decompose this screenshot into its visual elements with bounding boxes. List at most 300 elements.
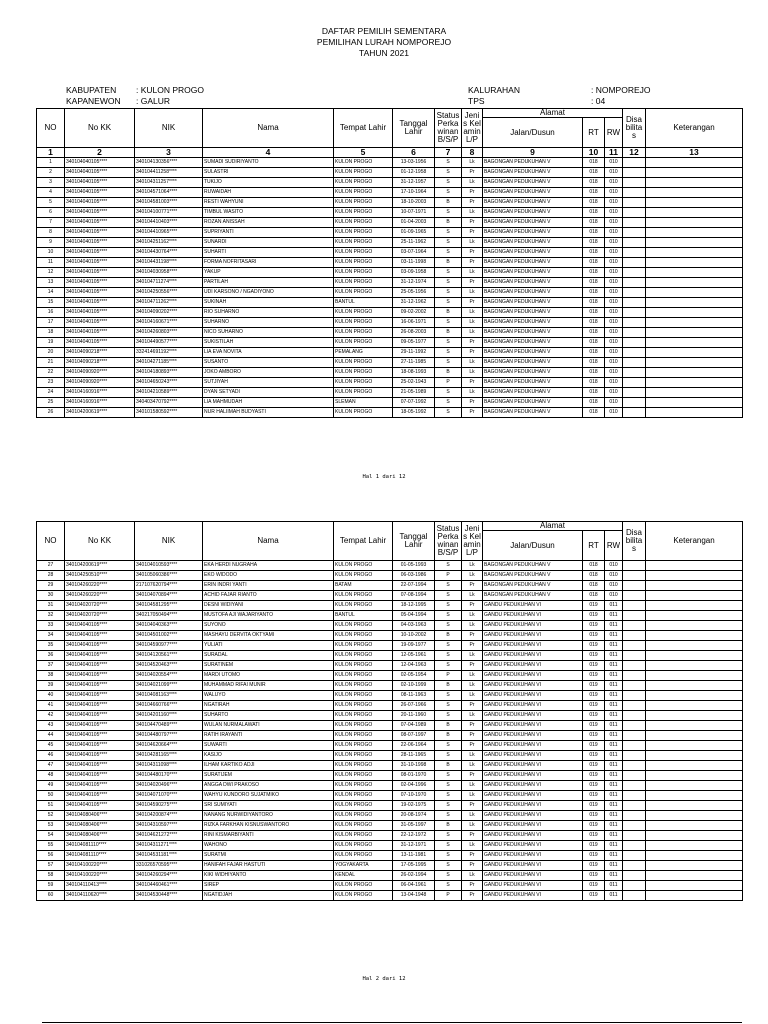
column-number: 10 <box>583 148 605 158</box>
row-nama: KASIJO <box>203 751 334 761</box>
row-tanggal-lahir: 31-12-1971 <box>393 841 435 851</box>
row-jenis-kelamin: Lk <box>462 681 483 691</box>
row-no-kk: 340104040105**** <box>65 178 135 188</box>
row-no: 37 <box>37 661 65 671</box>
header-alamat: Alamat <box>483 522 623 531</box>
row-no: 29 <box>37 581 65 591</box>
row-status: B <box>435 368 462 378</box>
row-tempat-lahir: KULON PROGO <box>334 238 393 248</box>
row-rw: 010 <box>605 278 623 288</box>
row-jalan-dusun: BAGONGAN PEDUKUHAN V <box>483 158 583 168</box>
row-nik: 340104030958**** <box>135 268 203 278</box>
row-rt: 018 <box>583 208 605 218</box>
row-disabilitas <box>623 571 646 581</box>
row-rt: 018 <box>583 338 605 348</box>
row-rw: 010 <box>605 198 623 208</box>
row-rt: 019 <box>583 631 605 641</box>
row-tanggal-lahir: 17-05-1995 <box>393 861 435 871</box>
table-row <box>37 731 743 741</box>
row-nama: SURADAL <box>203 651 334 661</box>
row-nama: WALUYO <box>203 691 334 701</box>
row-status: S <box>435 228 462 238</box>
row-jalan-dusun: GANDU PEDUKUHAN VI <box>483 681 583 691</box>
row-rt: 019 <box>583 661 605 671</box>
row-status: B <box>435 761 462 771</box>
row-nama: RUWAIDAH <box>203 188 334 198</box>
row-nik: 340104311098**** <box>135 761 203 771</box>
table-row <box>37 781 743 791</box>
row-nama: MUHAMMAD RIFAI MUNIR <box>203 681 334 691</box>
row-nama: HANIFAH FAJAR HASTUTI <box>203 861 334 871</box>
row-jalan-dusun: GANDU PEDUKUHAN VI <box>483 811 583 821</box>
row-no-kk: 340104020720**** <box>65 611 135 621</box>
row-no-kk: 340104040105**** <box>65 711 135 721</box>
row-disabilitas <box>623 601 646 611</box>
row-jalan-dusun: BAGONGAN PEDUKUHAN V <box>483 368 583 378</box>
row-no: 12 <box>37 268 65 278</box>
row-jenis-kelamin: Lk <box>462 238 483 248</box>
header-disabilitas: Disabilitas <box>623 109 646 148</box>
row-rw: 010 <box>605 358 623 368</box>
row-tempat-lahir: KULON PROGO <box>334 168 393 178</box>
row-no: 5 <box>37 198 65 208</box>
row-jalan-dusun: GANDU PEDUKUHAN VI <box>483 701 583 711</box>
row-nama: SIREP <box>203 881 334 891</box>
row-disabilitas <box>623 198 646 208</box>
row-tempat-lahir: YOGYAKARTA <box>334 861 393 871</box>
row-no: 8 <box>37 228 65 238</box>
row-tanggal-lahir: 19-02-1975 <box>393 801 435 811</box>
header-nik: NIK <box>135 109 203 148</box>
row-no: 14 <box>37 288 65 298</box>
row-disabilitas <box>623 711 646 721</box>
row-tanggal-lahir: 17-10-1964 <box>393 188 435 198</box>
row-keterangan <box>646 721 743 731</box>
row-rt: 019 <box>583 781 605 791</box>
row-no-kk: 340104040105**** <box>65 248 135 258</box>
row-no-kk: 340104090218**** <box>65 348 135 358</box>
row-keterangan <box>646 308 743 318</box>
row-disabilitas <box>623 298 646 308</box>
row-tanggal-lahir: 26-02-1994 <box>393 871 435 881</box>
row-tempat-lahir: KULON PROGO <box>334 891 393 901</box>
row-nik: 340104621272**** <box>135 831 203 841</box>
row-status: S <box>435 591 462 601</box>
row-tanggal-lahir: 03-11-1998 <box>393 258 435 268</box>
row-rt: 018 <box>583 198 605 208</box>
row-rw: 010 <box>605 288 623 298</box>
row-tempat-lahir: KULON PROGO <box>334 178 393 188</box>
row-tanggal-lahir: 18-10-2003 <box>393 198 435 208</box>
row-no: 54 <box>37 831 65 841</box>
row-tanggal-lahir: 09-02-2002 <box>393 308 435 318</box>
table-row <box>37 398 743 408</box>
row-nama: ILHAM KARTIKO ADJI <box>203 761 334 771</box>
row-jenis-kelamin: Pr <box>462 631 483 641</box>
row-tanggal-lahir: 22-07-1994 <box>393 581 435 591</box>
row-jalan-dusun: GANDU PEDUKUHAN VI <box>483 711 583 721</box>
row-status: S <box>435 398 462 408</box>
row-rw: 010 <box>605 298 623 308</box>
row-no-kk: 340104040105**** <box>65 631 135 641</box>
row-rt: 018 <box>583 178 605 188</box>
row-rt: 019 <box>583 721 605 731</box>
row-nama: RINI KISMARBIYANTI <box>203 831 334 841</box>
row-keterangan <box>646 711 743 721</box>
table-row <box>37 308 743 318</box>
header-tempat-lahir: Tempat Lahir <box>334 109 393 148</box>
row-status: S <box>435 388 462 398</box>
row-rt: 019 <box>583 681 605 691</box>
row-no: 11 <box>37 258 65 268</box>
row-rw: 010 <box>605 338 623 348</box>
row-jalan-dusun: GANDU PEDUKUHAN VI <box>483 721 583 731</box>
table-row <box>37 801 743 811</box>
column-number: 8 <box>462 148 483 158</box>
column-number: 2 <box>65 148 135 158</box>
header-jalan-dusun: Jalan/Dusun <box>483 118 583 148</box>
row-rt: 018 <box>583 348 605 358</box>
voter-rows-page-2 <box>37 561 743 901</box>
row-rw: 011 <box>605 651 623 661</box>
row-rw: 011 <box>605 671 623 681</box>
row-rw: 011 <box>605 781 623 791</box>
row-keterangan <box>646 288 743 298</box>
row-jenis-kelamin: Pr <box>462 861 483 871</box>
header-no: NO <box>37 522 65 561</box>
row-no-kk: 340104160916**** <box>65 388 135 398</box>
row-rt: 019 <box>583 611 605 621</box>
row-rw: 010 <box>605 178 623 188</box>
row-no-kk: 340104040105**** <box>65 741 135 751</box>
row-rt: 019 <box>583 801 605 811</box>
row-tanggal-lahir: 27-11-1985 <box>393 358 435 368</box>
table-row <box>37 388 743 398</box>
row-no-kk: 340104040105**** <box>65 158 135 168</box>
row-rt: 018 <box>583 248 605 258</box>
row-no: 36 <box>37 651 65 661</box>
row-no-kk: 340104040105**** <box>65 621 135 631</box>
row-rt: 019 <box>583 711 605 721</box>
row-jenis-kelamin: Pr <box>462 601 483 611</box>
row-nik: 340104160671**** <box>135 318 203 328</box>
row-tanggal-lahir: 18-05-1992 <box>393 408 435 418</box>
row-rw: 010 <box>605 228 623 238</box>
row-tempat-lahir: KULON PROGO <box>334 408 393 418</box>
row-jenis-kelamin: Pr <box>462 408 483 418</box>
row-nik: 340104020496**** <box>135 781 203 791</box>
table-row <box>37 358 743 368</box>
table-row <box>37 278 743 288</box>
row-jenis-kelamin: Lk <box>462 621 483 631</box>
row-no: 19 <box>37 338 65 348</box>
row-jalan-dusun: GANDU PEDUKUHAN VI <box>483 651 583 661</box>
row-jalan-dusun: GANDU PEDUKUHAN VI <box>483 841 583 851</box>
row-jalan-dusun: GANDU PEDUKUHAN VI <box>483 791 583 801</box>
row-rw: 011 <box>605 611 623 621</box>
row-tempat-lahir: KULON PROGO <box>334 631 393 641</box>
row-rt: 019 <box>583 851 605 861</box>
row-keterangan <box>646 881 743 891</box>
row-jenis-kelamin: Pr <box>462 581 483 591</box>
row-status: S <box>435 701 462 711</box>
row-nama: SUMADI SUDIRIYANTO <box>203 158 334 168</box>
row-status: S <box>435 408 462 418</box>
row-no: 27 <box>37 561 65 571</box>
row-no: 34 <box>37 631 65 641</box>
row-keterangan <box>646 741 743 751</box>
row-nik: 340104180893**** <box>135 368 203 378</box>
row-rw: 011 <box>605 721 623 731</box>
table-row <box>37 258 743 268</box>
row-nama: KIKI WIDHIYANTO <box>203 871 334 881</box>
row-disabilitas <box>623 611 646 621</box>
row-keterangan <box>646 298 743 308</box>
row-nik: 340104090202**** <box>135 308 203 318</box>
row-disabilitas <box>623 348 646 358</box>
row-rw: 011 <box>605 641 623 651</box>
row-disabilitas <box>623 408 646 418</box>
row-keterangan <box>646 821 743 831</box>
row-jalan-dusun: GANDU PEDUKUHAN VI <box>483 801 583 811</box>
row-tanggal-lahir: 06-04-1961 <box>393 881 435 891</box>
row-jalan-dusun: BAGONGAN PEDUKUHAN V <box>483 278 583 288</box>
row-no-kk: 340104250510**** <box>65 571 135 581</box>
row-rw: 010 <box>605 591 623 601</box>
row-tanggal-lahir: 25-05-1956 <box>393 288 435 298</box>
table-row <box>37 621 743 631</box>
row-nik: 340101580592**** <box>135 408 203 418</box>
row-disabilitas <box>623 781 646 791</box>
row-nama: NUR HALIIMAH BUDYASTI <box>203 408 334 418</box>
row-nik: 340104620664**** <box>135 741 203 751</box>
row-tempat-lahir: KULON PROGO <box>334 831 393 841</box>
row-status: S <box>435 771 462 781</box>
row-tanggal-lahir: 20-11-1960 <box>393 711 435 721</box>
row-tempat-lahir: KULON PROGO <box>334 711 393 721</box>
row-disabilitas <box>623 308 646 318</box>
row-nik: 340104571064**** <box>135 188 203 198</box>
row-tanggal-lahir: 31-12-1974 <box>393 278 435 288</box>
row-rt: 018 <box>583 368 605 378</box>
row-keterangan <box>646 651 743 661</box>
row-status: S <box>435 561 462 571</box>
row-no: 58 <box>37 871 65 881</box>
row-status: B <box>435 721 462 731</box>
table-row <box>37 178 743 188</box>
row-jenis-kelamin: Lk <box>462 368 483 378</box>
row-no-kk: 340104090920**** <box>65 368 135 378</box>
row-jalan-dusun: GANDU PEDUKUHAN VI <box>483 851 583 861</box>
row-jalan-dusun: GANDU PEDUKUHAN VI <box>483 671 583 681</box>
row-no-kk: 340104260220**** <box>65 591 135 601</box>
row-tempat-lahir: KULON PROGO <box>334 378 393 388</box>
row-keterangan <box>646 611 743 621</box>
row-disabilitas <box>623 751 646 761</box>
kalurahan-value: : NOMPOREJO <box>591 85 651 95</box>
row-rw: 011 <box>605 691 623 701</box>
row-keterangan <box>646 218 743 228</box>
table-row <box>37 168 743 178</box>
row-tanggal-lahir: 22-12-1972 <box>393 831 435 841</box>
row-no: 25 <box>37 398 65 408</box>
row-jenis-kelamin: Lk <box>462 178 483 188</box>
row-nama: PARTILAH <box>203 278 334 288</box>
row-nik: 340104130356**** <box>135 158 203 168</box>
row-nama: SURATMI <box>203 851 334 861</box>
table-row <box>37 651 743 661</box>
row-rw: 010 <box>605 378 623 388</box>
row-nama: NANANG NURWIDIYANTORO <box>203 811 334 821</box>
row-nik: 340105060386**** <box>135 571 203 581</box>
row-rt: 019 <box>583 621 605 631</box>
table-row <box>37 741 743 751</box>
row-tempat-lahir: KULON PROGO <box>334 308 393 318</box>
row-nik: 340104120561**** <box>135 651 203 661</box>
row-no-kk: 340104100220**** <box>65 871 135 881</box>
row-tempat-lahir: PEMALANG <box>334 348 393 358</box>
table-row <box>37 318 743 328</box>
row-nik: 340104711262**** <box>135 298 203 308</box>
row-nik: 340104650243**** <box>135 378 203 388</box>
row-rw: 010 <box>605 581 623 591</box>
row-no: 31 <box>37 601 65 611</box>
row-disabilitas <box>623 561 646 571</box>
row-disabilitas <box>623 388 646 398</box>
row-rw: 010 <box>605 398 623 408</box>
row-jalan-dusun: GANDU PEDUKUHAN VI <box>483 621 583 631</box>
row-tempat-lahir: KULON PROGO <box>334 691 393 701</box>
row-tanggal-lahir: 05-04-1994 <box>393 611 435 621</box>
row-tanggal-lahir: 25-11-1962 <box>393 238 435 248</box>
row-disabilitas <box>623 811 646 821</box>
row-disabilitas <box>623 338 646 348</box>
row-no: 30 <box>37 591 65 601</box>
row-keterangan <box>646 831 743 841</box>
row-status: S <box>435 168 462 178</box>
row-keterangan <box>646 801 743 811</box>
header-disabilitas: Disabilitas <box>623 522 646 561</box>
header-rw: RW <box>605 531 623 561</box>
row-status: B <box>435 328 462 338</box>
row-tempat-lahir: KULON PROGO <box>334 771 393 781</box>
row-no: 1 <box>37 158 65 168</box>
row-keterangan <box>646 368 743 378</box>
row-jalan-dusun: BAGONGAN PEDUKUHAN V <box>483 338 583 348</box>
row-jenis-kelamin: Lk <box>462 571 483 581</box>
row-no-kk: 340104040105**** <box>65 228 135 238</box>
row-jenis-kelamin: Lk <box>462 651 483 661</box>
row-jenis-kelamin: Lk <box>462 288 483 298</box>
row-nama: RIZKA FARKHAN KISNUSWANTORO <box>203 821 334 831</box>
row-rw: 011 <box>605 751 623 761</box>
row-jalan-dusun: BAGONGAN PEDUKUHAN V <box>483 378 583 388</box>
row-rw: 010 <box>605 238 623 248</box>
row-tanggal-lahir: 26-08-2003 <box>393 328 435 338</box>
row-status: S <box>435 861 462 871</box>
row-nik: 340104311257**** <box>135 178 203 188</box>
row-disabilitas <box>623 661 646 671</box>
row-no-kk: 340104260220**** <box>65 581 135 591</box>
row-nik: 340104281165**** <box>135 751 203 761</box>
row-status: S <box>435 811 462 821</box>
row-no: 48 <box>37 771 65 781</box>
row-jenis-kelamin: Lk <box>462 811 483 821</box>
row-jenis-kelamin: Lk <box>462 761 483 771</box>
row-rt: 018 <box>583 228 605 238</box>
header-status-perkawinan: Status Perkawinan B/S/P <box>435 522 462 561</box>
header-nik: NIK <box>135 522 203 561</box>
row-jalan-dusun: GANDU PEDUKUHAN VI <box>483 871 583 881</box>
row-nama: WAHONO <box>203 841 334 851</box>
row-no-kk: 340104040105**** <box>65 731 135 741</box>
row-rt: 019 <box>583 691 605 701</box>
table-row <box>37 208 743 218</box>
row-status: S <box>435 318 462 328</box>
row-rt: 018 <box>583 218 605 228</box>
row-no: 3 <box>37 178 65 188</box>
row-nama: SUHARTO <box>203 711 334 721</box>
row-disabilitas <box>623 218 646 228</box>
row-disabilitas <box>623 278 646 288</box>
row-jalan-dusun: GANDU PEDUKUHAN VI <box>483 761 583 771</box>
row-nik: 340104100771**** <box>135 208 203 218</box>
document-subtitle: PEMILIHAN LURAH NOMPOREJO <box>316 37 452 47</box>
row-nik: 340104410403**** <box>135 218 203 228</box>
row-rw: 011 <box>605 881 623 891</box>
row-rt: 018 <box>583 378 605 388</box>
row-nama: SUPRIYANTI <box>203 228 334 238</box>
row-rt: 019 <box>583 771 605 781</box>
row-nik: 340104480797**** <box>135 731 203 741</box>
row-tanggal-lahir: 03-07-1964 <box>393 248 435 258</box>
row-no-kk: 340104040105**** <box>65 298 135 308</box>
row-rt: 018 <box>583 561 605 571</box>
row-rw: 010 <box>605 328 623 338</box>
row-no: 24 <box>37 388 65 398</box>
row-nama: YULIATI <box>203 641 334 651</box>
row-disabilitas <box>623 368 646 378</box>
row-status: B <box>435 631 462 641</box>
row-tempat-lahir: KULON PROGO <box>334 388 393 398</box>
row-keterangan <box>646 661 743 671</box>
row-jenis-kelamin: Pr <box>462 661 483 671</box>
row-no-kk: 340104040105**** <box>65 238 135 248</box>
row-keterangan <box>646 358 743 368</box>
row-tempat-lahir: KULON PROGO <box>334 731 393 741</box>
table-row <box>37 711 743 721</box>
row-tempat-lahir: KULON PROGO <box>334 821 393 831</box>
row-jalan-dusun: GANDU PEDUKUHAN VI <box>483 881 583 891</box>
row-no-kk: 340104040105**** <box>65 318 135 328</box>
row-tanggal-lahir: 06-03-1986 <box>393 571 435 581</box>
row-keterangan <box>646 691 743 701</box>
row-status: S <box>435 851 462 861</box>
row-tanggal-lahir: 02-04-1996 <box>393 781 435 791</box>
row-jenis-kelamin: Pr <box>462 168 483 178</box>
table-row <box>37 348 743 358</box>
row-tanggal-lahir: 12-04-1963 <box>393 661 435 671</box>
row-nik: 340104590275**** <box>135 801 203 811</box>
row-tanggal-lahir: 29-11-1992 <box>393 348 435 358</box>
row-tanggal-lahir: 01-04-2003 <box>393 218 435 228</box>
table-row <box>37 338 743 348</box>
row-disabilitas <box>623 841 646 851</box>
table-row <box>37 378 743 388</box>
row-nik: 340104590977**** <box>135 641 203 651</box>
row-tanggal-lahir: 04-03-1963 <box>393 621 435 631</box>
column-number: 5 <box>334 148 393 158</box>
